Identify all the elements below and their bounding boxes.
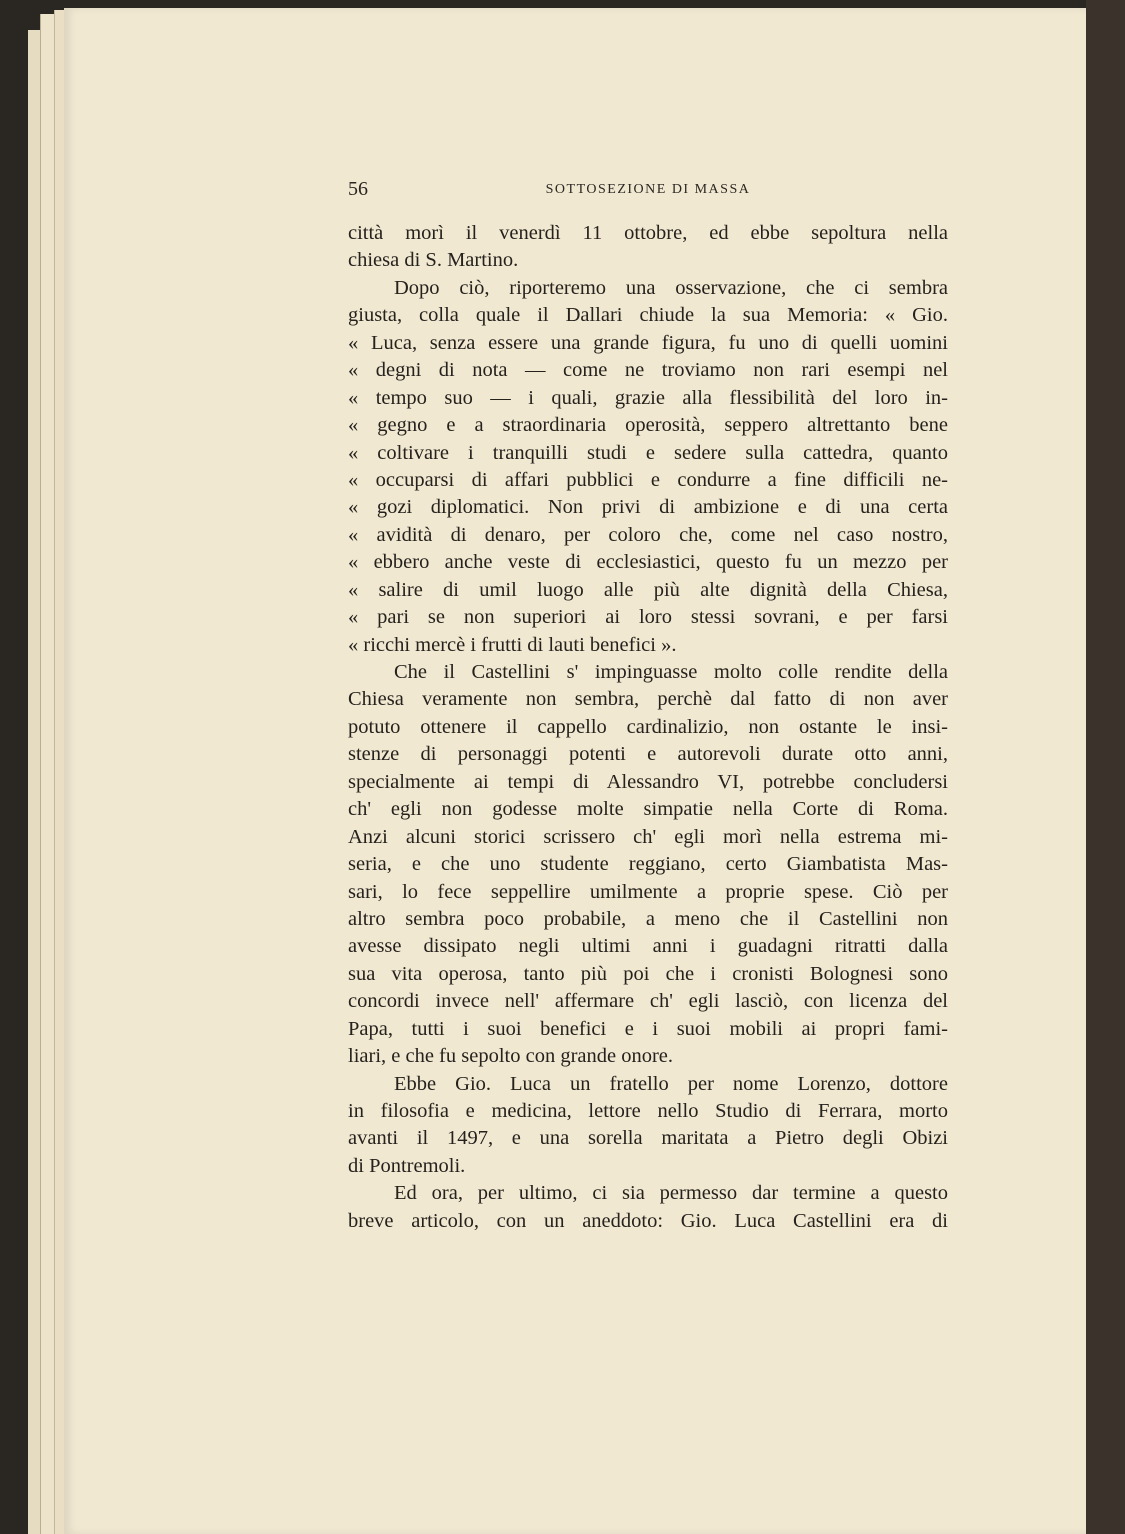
- text-line: sari, lo fece seppellire umilmente a proprie spese. Ciò per: [348, 880, 948, 903]
- text-line: giusta, colla quale il Dallari chiude la sua Memoria: « Gio.: [348, 304, 948, 327]
- text-line: « tempo suo — i quali, grazie alla flessibilità del loro in-: [348, 386, 948, 409]
- text-line: Chiesa veramente non sembra, perchè dal fatto di non aver: [348, 688, 948, 711]
- text-line: Che il Castellini s' impinguasse molto colle rendite della: [394, 661, 948, 683]
- text-line: « ricchi mercè i frutti di lauti benefici ».: [348, 633, 677, 656]
- text-line: avesse dissipato negli ultimi anni i guadagni ritratti dalla: [348, 935, 948, 958]
- text-line: « degni di nota — come ne troviamo non rari esempi nel: [348, 359, 948, 382]
- text-line: Papa, tutti i suoi benefici e i suoi mobili ai propri fami-: [348, 1017, 948, 1040]
- text-line: « gozi diplomatici. Non privi di ambizione e di una certa: [348, 496, 948, 519]
- text-line: chiesa di S. Martino.: [348, 249, 519, 272]
- page-header: [348, 178, 948, 204]
- text-line: « ebbero anche veste di ecclesiastici, questo fu un mezzo per: [348, 551, 948, 574]
- text-line: in filosofia e medicina, lettore nello Studio di Ferrara, morto: [348, 1100, 948, 1122]
- text-line: avanti il 1497, e una sorella maritata a Pietro degli Obizi: [348, 1127, 948, 1150]
- text-line: « Luca, senza essere una grande figura, fu uno di quelli uomini: [348, 331, 948, 354]
- text-line: stenze di personaggi potenti e autorevoli durate otto anni,: [348, 743, 948, 766]
- text-line: altro sembra poco probabile, a meno che il Castellini non: [348, 907, 948, 930]
- scan-background: [1086, 0, 1125, 1534]
- body-text: [348, 220, 948, 1235]
- text-line: « pari se non superiori ai loro stessi sovrani, e per farsi: [348, 606, 948, 629]
- page-number: 56: [348, 178, 368, 200]
- text-line: ch' egli non godesse molte simpatie nella Corte di Roma.: [348, 798, 948, 821]
- text-line: liari, e che fu sepolto con grande onore.: [348, 1045, 674, 1068]
- text-line: sua vita operosa, tanto più poi che i cronisti Bolognesi sono: [348, 962, 948, 985]
- text-line: « occuparsi di affari pubblici e condurre a fine difficili ne-: [348, 468, 948, 491]
- text-line: « gegno e a straordinaria operosità, seppero altrettanto bene: [348, 414, 948, 437]
- text-line: potuto ottenere il cappello cardinalizio, non ostante le insi-: [348, 715, 948, 738]
- text-line: breve articolo, con un aneddoto: Gio. Luca Castellini era di: [348, 1209, 948, 1232]
- text-line: « salire di umil luogo alle più alte dignità della Chiesa,: [348, 578, 948, 601]
- running-title: SOTTOSEZIONE DI MASSA: [545, 182, 751, 197]
- text-line: di Pontremoli.: [348, 1154, 466, 1177]
- text-line: « coltivare i tranquilli studi e sedere sulla cattedra, quanto: [348, 441, 948, 464]
- text-line: città morì il venerdì 11 ottobre, ed ebbe sepoltura nella: [348, 222, 948, 244]
- text-line: « avidità di denaro, per coloro che, come nel caso nostro,: [348, 523, 948, 546]
- text-line: Ed ora, per ultimo, ci sia permesso dar termine a questo: [394, 1182, 948, 1205]
- text-line: Anzi alcuni storici scrissero ch' egli morì nella estrema mi-: [348, 825, 948, 848]
- text-line: Dopo ciò, riporteremo una osservazione, che ci sembra: [394, 276, 948, 299]
- text-line: concordi invece nell' affermare ch' egli lasciò, con licenza del: [348, 990, 948, 1013]
- text-line: Ebbe Gio. Luca un fratello per nome Lorenzo, dottore: [394, 1072, 948, 1095]
- text-line: seria, e che uno studente reggiano, certo Giambatista Mas-: [348, 853, 948, 876]
- text-line: specialmente ai tempi di Alessandro VI, potrebbe concludersi: [348, 770, 948, 793]
